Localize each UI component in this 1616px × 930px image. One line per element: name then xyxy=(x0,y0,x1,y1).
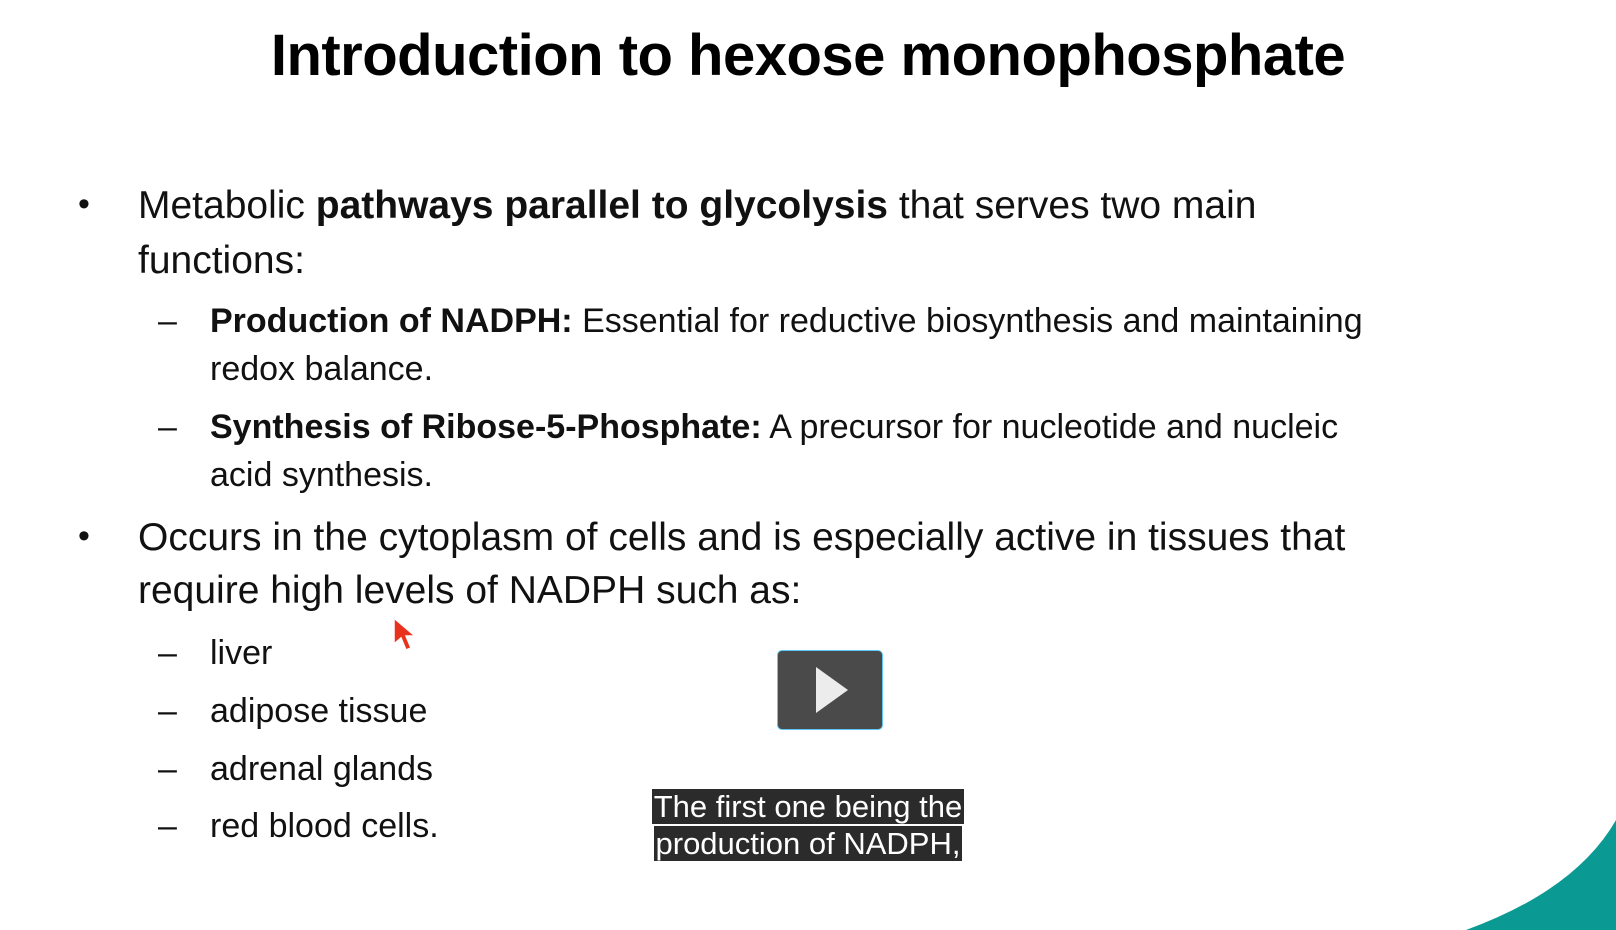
text: Metabolic xyxy=(138,184,316,227)
subitem-ribose xyxy=(210,405,1338,449)
play-button[interactable] xyxy=(777,650,883,730)
text: that serves two main xyxy=(887,184,1257,227)
dash-marker: – xyxy=(158,807,177,845)
subitem-adrenal: adrenal glands xyxy=(210,750,434,788)
dash-marker: – xyxy=(158,302,177,340)
caption-line-1-wrap xyxy=(0,789,1616,824)
text: Essential for reductive biosynthesis and maintaining xyxy=(572,302,1363,340)
subitem-adipose: adipose tissue xyxy=(210,692,428,730)
text: A precursor for nucleotide and nucleic xyxy=(761,408,1339,446)
bullet-2-line-2: require high levels of NADPH such as: xyxy=(138,569,802,612)
subitem-liver: liver xyxy=(210,634,273,672)
subitem-rbc: red blood cells. xyxy=(210,807,439,845)
bullet-marker: • xyxy=(78,185,90,223)
bold-text: Production of NADPH: xyxy=(210,302,573,340)
dash-marker: – xyxy=(158,692,177,730)
subitem-nadph-cont: redox balance. xyxy=(210,350,434,388)
caption-line-1: The first one being the xyxy=(653,789,963,824)
dash-marker: – xyxy=(158,750,177,788)
caption-line-2-wrap xyxy=(0,826,1616,861)
mouse-cursor-icon xyxy=(392,616,418,654)
bullet-1-line-1 xyxy=(138,182,1256,230)
bold-text: Synthesis of Ribose-5-Phosphate: xyxy=(210,408,762,446)
slide-title: Introduction to hexose monophosphate xyxy=(270,23,1346,88)
subitem-ribose-cont: acid synthesis. xyxy=(210,456,433,494)
dash-marker: – xyxy=(158,408,177,446)
bullet-2-line-1: Occurs in the cytoplasm of cells and is especially active in tissues that xyxy=(138,516,1346,559)
bullet-marker: • xyxy=(78,517,90,555)
caption-line-2: production of NADPH, xyxy=(655,826,961,861)
play-icon xyxy=(814,665,850,715)
subitem-nadph xyxy=(210,299,1363,343)
bold-text: pathways parallel to glycolysis xyxy=(315,184,888,227)
dash-marker: – xyxy=(158,634,177,672)
bullet-1-line-2: functions: xyxy=(138,239,305,282)
